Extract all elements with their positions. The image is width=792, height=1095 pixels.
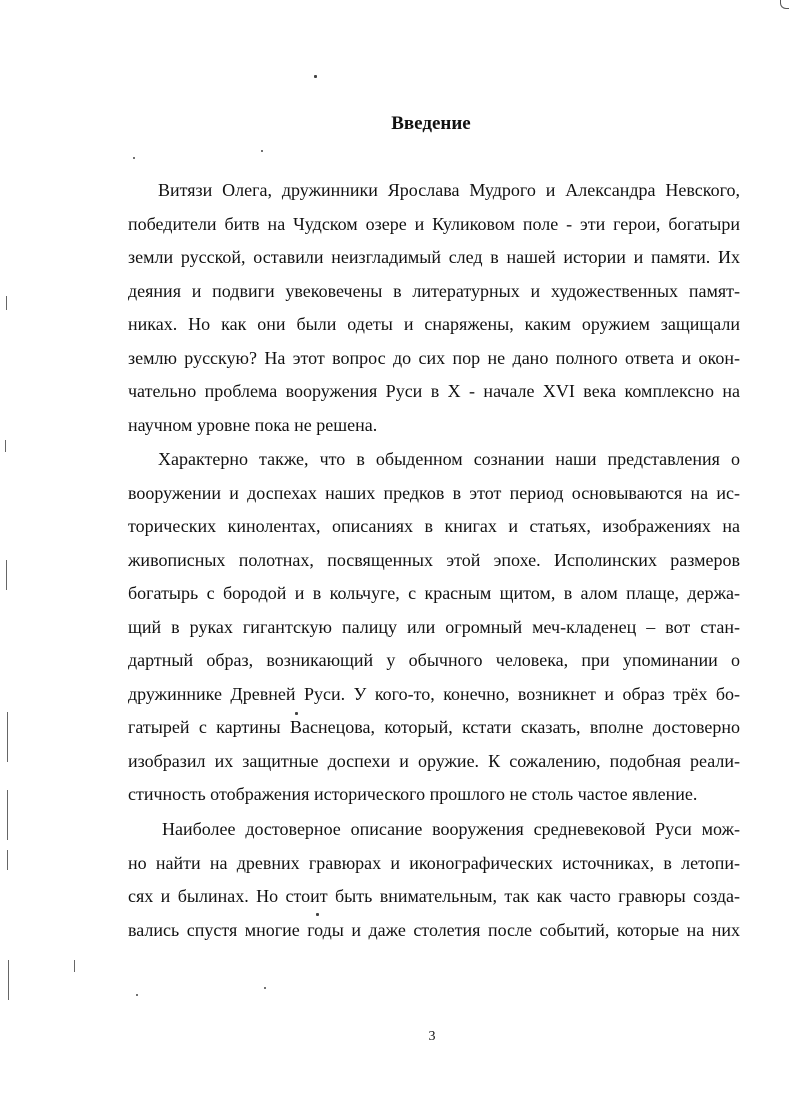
text-line: изобразил их защитные доспехи и оружие. К сожалению, подобная реали- bbox=[128, 751, 740, 771]
scan-margin-mark bbox=[74, 960, 75, 972]
scan-margin-mark bbox=[6, 296, 7, 310]
scan-speck bbox=[136, 994, 138, 996]
scan-margin-mark bbox=[7, 850, 8, 870]
text-line: торических кинолентах, описаниях в книгах и статьях, изображениях на bbox=[128, 516, 740, 536]
text-line: Наиболее достоверное описание вооружения средневековой Руси мож- bbox=[162, 819, 740, 839]
text-line: дартный образ, возникающий у обычного человека, при упоминании о bbox=[128, 650, 740, 670]
text-line: вались спустя многие годы и даже столетия после событий, которые на них bbox=[128, 920, 740, 940]
text-line: щий в руках гигантскую палицу или огромный меч-кладенец – вот стан- bbox=[128, 617, 740, 637]
scan-margin-mark bbox=[6, 560, 7, 590]
text-line: сях и былинах. Но стоит быть внимательным, так как часто гравюры созда- bbox=[128, 886, 740, 906]
scan-speck bbox=[264, 987, 266, 989]
text-line: но найти на древних гравюрах и иконографических источниках, в летопи- bbox=[128, 853, 740, 873]
text-line: земли русской, оставили неизгладимый след в нашей истории и памяти. Их bbox=[128, 247, 740, 267]
text-line: живописных полотнах, посвященных этой эпохе. Исполинских размеров bbox=[128, 550, 740, 570]
text-line: Характерно также, что в обыденном сознании наши представления о bbox=[158, 449, 740, 469]
scan-margin-mark bbox=[8, 960, 9, 1000]
text-line: Витязи Олега, дружинники Ярослава Мудрого и Александра Невского, bbox=[158, 180, 740, 200]
scan-speck bbox=[261, 150, 263, 152]
scan-margin-mark bbox=[7, 790, 8, 840]
text-line: научном уровне пока не решена. bbox=[128, 415, 378, 435]
text-line: богатырь с бородой и в кольчуге, с красным щитом, в алом плаще, держа- bbox=[128, 583, 740, 603]
text-line: деяния и подвиги увековечены в литературных и художественных памят- bbox=[128, 281, 740, 301]
text-line: чательно проблема вооружения Руси в X - начале XVI века комплексно на bbox=[128, 381, 740, 401]
text-line: стичность отображения исторического прошлого не столь частое явление. bbox=[128, 784, 698, 804]
scan-speck bbox=[295, 712, 298, 715]
page-title: Введение bbox=[391, 113, 471, 134]
text-line: землю русскую? На этот вопрос до сих пор не дано полного ответа и окон- bbox=[128, 348, 740, 368]
text-line: вооружении и доспехах наших предков в этот период основываются на ис- bbox=[128, 483, 740, 503]
scan-speck bbox=[314, 75, 317, 78]
text-line: дружиннике Древней Руси. У кого-то, конечно, возникнет и образ трёх бо- bbox=[128, 684, 740, 704]
scan-margin-mark bbox=[5, 440, 6, 452]
page-number: 3 bbox=[428, 1029, 436, 1044]
scan-margin-mark bbox=[7, 712, 8, 762]
text-line: никах. Но как они были одеты и снаряжены, каким оружием защищали bbox=[128, 314, 740, 334]
scan-speck bbox=[316, 913, 319, 916]
scan-speck bbox=[133, 157, 135, 159]
text-line: победители битв на Чудском озере и Куликовом поле - эти герои, богатыри bbox=[128, 214, 740, 234]
scan-corner-mark bbox=[780, 0, 789, 9]
text-line: гатырей с картины Васнецова, который, кстати сказать, вполне достоверно bbox=[128, 717, 740, 737]
